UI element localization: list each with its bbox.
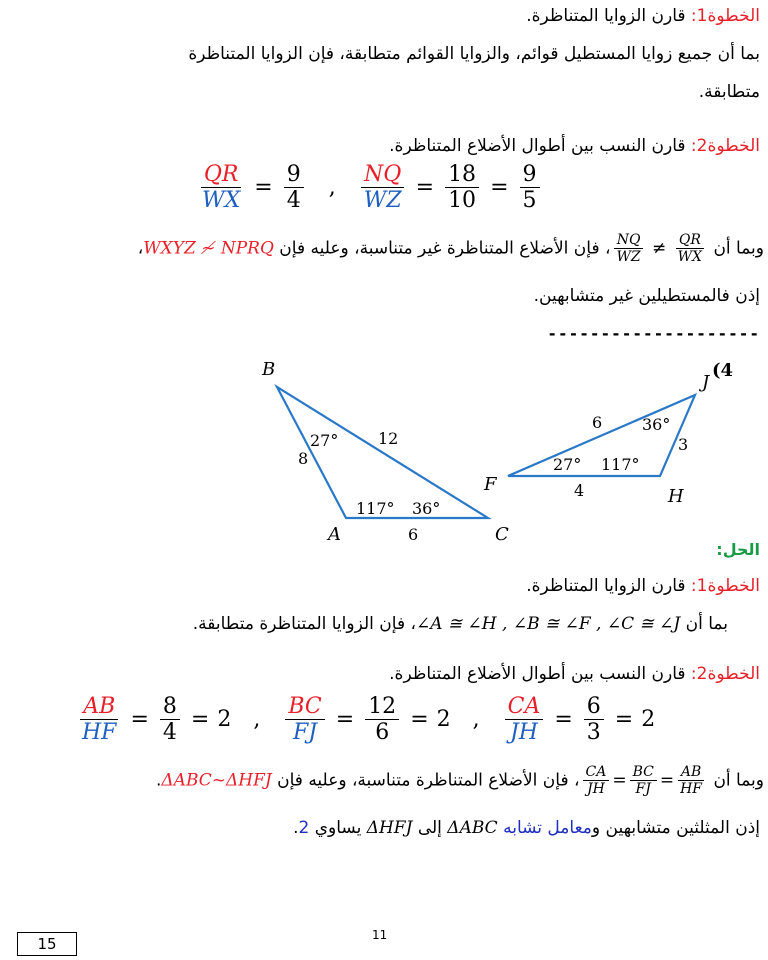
fraction-numerator: CA	[583, 764, 610, 781]
sentence-text: إذن المثلثين متشابهين و	[591, 818, 760, 838]
vertex-label-h: H	[668, 486, 684, 507]
triangle-name: ΔHFJ	[361, 818, 418, 838]
side-label-fh: 4	[574, 481, 585, 500]
problem-number: (4	[712, 360, 734, 381]
side-label-fj: 6	[592, 413, 603, 432]
ratio-numerator: 9	[284, 162, 304, 188]
page-number: 11	[372, 928, 388, 942]
inline-fraction	[630, 764, 657, 797]
inline-fraction	[675, 232, 705, 265]
similar-statement: ΔABC~ΔHFJ	[161, 770, 272, 791]
ratio-denominator: JH	[509, 720, 538, 746]
inline-fraction	[677, 764, 705, 797]
sentence-text: ، فإن الزوايا المتناظرة متطابقة.	[192, 614, 416, 634]
fraction-numerator: QR	[676, 232, 704, 249]
triangles-figure	[0, 350, 768, 550]
step-label: الخطوة2:	[690, 136, 760, 156]
punctuation: .	[155, 770, 162, 791]
punctuation: ،	[137, 238, 144, 259]
ratio-numerator: 8	[160, 694, 180, 720]
ratio-denominator: FJ	[292, 720, 318, 746]
step2-heading	[389, 136, 760, 156]
ratio-numerator: 6	[584, 694, 604, 720]
vertex-label-f: F	[484, 474, 497, 495]
ratio-result: 2	[436, 707, 451, 733]
fraction-numerator: BC	[630, 764, 657, 781]
ratio-equation: $\frac{AB}{HF}$ = $\frac{8}{4}$ = 2 , $\frac{BC}{FJ}$ = $\frac{12}{6}$ = 2 , $\frac{CA}{JH}$ = $\frac{6}{3}$ = 2	[76, 694, 655, 746]
fraction-numerator: AB	[678, 764, 704, 781]
ratio-denominator: HF	[82, 720, 117, 746]
conclusion-line: وبما أن $\frac{AB}{HF}$ = $\frac{BC}{FJ}$ = $\frac{CA}{JH}$ ، فإن الأضلاع المتناظرة متناسبة، وعليه فإن ΔABC~ΔHFJ.	[155, 764, 764, 798]
step1-heading	[526, 6, 760, 26]
boxed-page-number: 15	[17, 932, 77, 956]
comma-separator: ,	[253, 707, 261, 733]
side-label-ab: 8	[298, 449, 309, 468]
ratio-numerator: QR	[201, 162, 242, 188]
ratio-denominator: 5	[522, 188, 537, 214]
conclusion-final: إذن فالمستطيلين غير متشابهين.	[533, 286, 760, 306]
side-label-bc: 12	[378, 429, 399, 448]
sentence-text: يساوي	[314, 818, 362, 838]
ratio-numerator: BC	[285, 694, 324, 720]
step-label: الخطوة1:	[690, 576, 760, 596]
ratio-denominator: 4	[162, 720, 177, 746]
ratio-denominator: 3	[586, 720, 601, 746]
vertex-label-b: B	[262, 359, 276, 380]
ratio-numerator: 18	[445, 162, 479, 188]
sentence-text: إلى	[417, 818, 442, 838]
fraction-numerator: NQ	[614, 232, 644, 249]
section-separator: --------------------	[547, 324, 760, 343]
angles-congruence-line	[193, 614, 728, 634]
side-label-ca: 6	[408, 525, 419, 544]
sentence-text: بما أن	[680, 614, 728, 634]
scale-factor-term: معامل تشابه	[503, 818, 592, 838]
ratio-equation: $\frac{QR}{WX}$ = $\frac{9}{4}$ , $\frac{NQ}{WZ}$ = $\frac{18}{10}$ = $\frac{9}{5}$	[196, 162, 543, 214]
inline-fraction	[583, 764, 610, 797]
conclusion-text: ، فإن الأضلاع المتناظرة غير متناسبة، وعليه فإن	[273, 238, 611, 259]
fraction-denominator: JH	[587, 781, 605, 798]
triangle-name: ΔABC	[441, 818, 504, 838]
vertex-label-a: A	[328, 524, 341, 545]
angle-label-c: 36°	[412, 499, 441, 518]
ratio-numerator: 9	[520, 162, 540, 188]
ratio-denominator: 4	[286, 188, 301, 214]
side-label-jh: 3	[678, 435, 689, 454]
paragraph-line: متطابقة.	[698, 82, 760, 102]
fraction-denominator: FJ	[635, 781, 651, 798]
ratio-numerator: NQ	[361, 162, 404, 188]
ratio-denominator: WX	[202, 188, 241, 214]
ratio-numerator: 12	[365, 694, 399, 720]
fraction-denominator: WZ	[616, 249, 641, 266]
step-label: الخطوة2:	[690, 664, 760, 684]
step2-heading	[389, 664, 760, 684]
conclusion-text: وبما أن	[713, 770, 764, 791]
punctuation: .	[293, 818, 299, 838]
vertex-label-c: C	[495, 524, 509, 545]
angle-label-h: 117°	[601, 455, 640, 474]
ratio-denominator: WZ	[363, 188, 402, 214]
step1-heading	[526, 576, 760, 596]
conclusion-line	[138, 232, 764, 265]
angle-label-j: 36°	[642, 415, 671, 434]
angle-label-b: 27°	[310, 431, 339, 450]
ratio-numerator: AB	[80, 694, 118, 720]
conclusion-text: وبما أن	[713, 238, 764, 259]
step-label: الخطوة1:	[690, 6, 760, 26]
ratio-denominator: 6	[375, 720, 390, 746]
fraction-denominator: WX	[677, 249, 703, 266]
ratio-numerator: CA	[505, 694, 544, 720]
step-text: قارن النسب بين أطوال الأضلاع المتناظرة.	[389, 664, 691, 684]
angle-label-a: 117°	[356, 499, 395, 518]
scale-factor-value: 2	[298, 818, 315, 838]
angle-label-f: 27°	[553, 455, 582, 474]
conclusion-text: ، فإن الأضلاع المتناظرة متناسبة، وعليه فإن	[271, 770, 580, 791]
inline-fraction	[613, 232, 643, 265]
step-text: قارن النسب بين أطوال الأضلاع المتناظرة.	[389, 136, 691, 156]
ratio-result: 2	[641, 707, 656, 733]
solution-label: الحل:	[716, 540, 760, 559]
not-similar-statement: WXYZ ≁ NPRQ	[143, 238, 274, 259]
comma-separator: ,	[472, 707, 480, 733]
paragraph-line: بما أن جميع زوايا المستطيل قوائم، والزوايا القوائم متطابقة، فإن الزوايا المتناظرة	[188, 44, 760, 64]
angles-congruence-math: ∠A ≅ ∠H , ∠B ≅ ∠F , ∠C ≅ ∠J	[415, 614, 681, 634]
ratio-result: 2	[217, 707, 232, 733]
fraction-denominator: HF	[680, 781, 703, 798]
step-text: قارن الزوايا المتناظرة.	[526, 576, 691, 596]
vertex-label-j: J	[702, 372, 710, 393]
conclusion-final	[293, 818, 760, 838]
not-equal-sign: ≠	[652, 238, 667, 259]
step-text: قارن الزوايا المتناظرة.	[526, 6, 691, 26]
comma-separator: ,	[328, 175, 336, 201]
ratio-denominator: 10	[448, 188, 477, 214]
